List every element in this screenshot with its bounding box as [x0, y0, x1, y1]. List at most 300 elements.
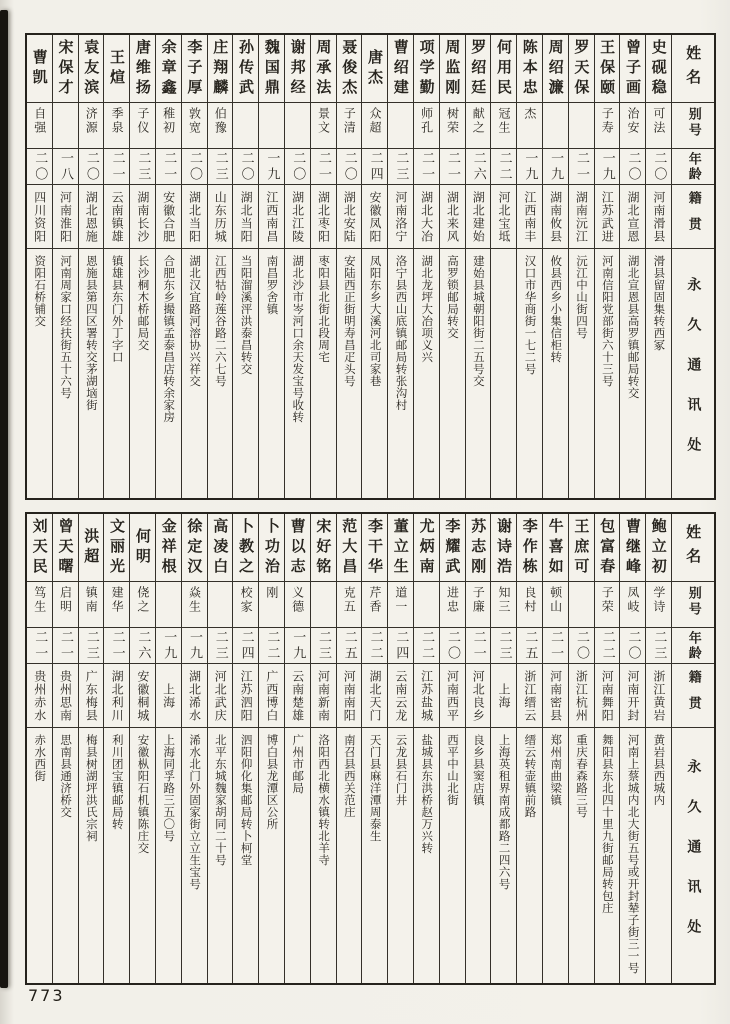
address-cell [517, 249, 542, 498]
person-column [569, 35, 595, 498]
native-place-cell-text: 江苏泗阳 [239, 669, 254, 722]
address-cell [491, 249, 516, 498]
age-cell [595, 149, 620, 185]
age-cell [130, 149, 155, 185]
native-place-cell [620, 664, 645, 728]
alias-cell [53, 103, 78, 149]
native-place-cell [182, 185, 207, 249]
name-cell-text: 卜功治 [262, 517, 281, 578]
alias-cell [79, 582, 104, 628]
name-cell-text: 苏志刚 [469, 517, 488, 578]
person-column [104, 514, 130, 983]
address-cell-text: 湖北龙坪大冶项义兴 [420, 255, 435, 363]
name-cell-text: 李耀武 [443, 517, 462, 578]
native-place-cell [53, 664, 78, 728]
address-cell-text: 汉口市华商街一七二号 [523, 255, 538, 375]
address-cell [440, 728, 465, 983]
person-column [466, 35, 492, 498]
address-cell [337, 728, 362, 983]
alias-cell-text: 子寿 [600, 107, 615, 135]
person-column [53, 35, 79, 498]
age-cell-text: 二一 [444, 150, 460, 183]
name-cell [569, 35, 594, 103]
alias-cell [79, 103, 104, 149]
alias-cell-text: 校家 [239, 586, 254, 614]
native-place-cell-text: 河南舞阳 [600, 669, 615, 722]
address-cell-text: 安徽枞阳石机镇陈庄交 [136, 734, 151, 854]
native-place-cell [104, 185, 129, 249]
age-cell [491, 149, 516, 185]
native-place-cell-text: 贵州赤水 [32, 669, 47, 722]
name-cell [646, 35, 671, 103]
native-place-cell-text: 云南楚雄 [290, 669, 305, 722]
name-cell-text: 曹绍建 [391, 38, 410, 99]
age-cell [491, 628, 516, 664]
address-cell [259, 249, 284, 498]
native-place-cell [388, 664, 413, 728]
name-cell-text: 谢邦经 [288, 38, 307, 99]
age-cell-text: 二三 [315, 629, 331, 662]
name-cell-text: 袁友滨 [82, 38, 101, 99]
address-cell-text: 资阳石桥铺交 [33, 255, 48, 327]
age-cell-text: 二〇 [290, 150, 306, 183]
person-column [182, 514, 208, 983]
native-place-cell [362, 185, 387, 249]
age-cell [543, 149, 568, 185]
header-native-place-text: 籍贯 [685, 669, 701, 722]
address-cell [130, 249, 155, 498]
native-place-cell-text: 江西南丰 [522, 190, 537, 243]
native-place-cell [620, 185, 645, 249]
name-cell [466, 514, 491, 582]
name-cell [104, 514, 129, 582]
name-cell [595, 514, 620, 582]
name-cell [130, 514, 155, 582]
address-cell [620, 249, 645, 498]
age-cell [130, 628, 155, 664]
address-cell-text: 黄岩县西城内 [652, 734, 667, 806]
name-cell [208, 35, 233, 103]
address-cell [104, 249, 129, 498]
name-cell-text: 谢诗浩 [494, 517, 513, 578]
name-cell-text: 卜教之 [237, 517, 256, 578]
age-cell-text: 二〇 [83, 150, 99, 183]
address-cell-text: 缙云转壶镇前路 [523, 734, 538, 818]
name-cell-text: 聂俊杰 [340, 38, 359, 99]
address-cell [79, 249, 104, 498]
address-cell-text: 梅县树湖坪洪氏宗祠 [84, 734, 99, 842]
age-cell-text: 二〇 [341, 150, 357, 183]
alias-cell [311, 103, 336, 149]
address-cell [233, 728, 258, 983]
header-address [672, 728, 714, 983]
native-place-cell-text: 湖南长沙 [135, 190, 150, 243]
alias-cell [466, 582, 491, 628]
address-cell-text: 北平东城魏家胡同二十号 [213, 734, 228, 866]
address-cell-text: 湖北汉宜路河溶协兴祥交 [188, 255, 203, 387]
age-cell [259, 628, 284, 664]
name-cell [543, 35, 568, 103]
name-cell [337, 35, 362, 103]
person-column [311, 514, 337, 983]
name-cell [388, 514, 413, 582]
native-place-cell-text: 江苏盐城 [419, 669, 434, 722]
name-cell-text: 曹继峰 [623, 517, 642, 578]
alias-cell-text: 可法 [651, 107, 666, 135]
age-cell [466, 149, 491, 185]
address-cell [311, 728, 336, 983]
alias-cell [362, 582, 387, 628]
address-cell [53, 728, 78, 983]
address-cell-text: 安陆西正街明寿昌疋头号 [342, 255, 357, 387]
person-column [337, 35, 363, 498]
name-cell [543, 514, 568, 582]
address-cell [182, 249, 207, 498]
age-cell [595, 628, 620, 664]
address-cell-text: 郑州南曲梁镇 [549, 734, 564, 806]
alias-cell-text: 启明 [58, 586, 73, 614]
name-cell-text: 尤炳南 [417, 517, 436, 578]
address-cell-text: 南召县西关范庄 [342, 734, 357, 818]
header-name [672, 514, 714, 582]
address-cell [388, 249, 413, 498]
address-cell [543, 728, 568, 983]
native-place-cell [414, 664, 439, 728]
native-place-cell [208, 664, 233, 728]
alias-cell [130, 103, 155, 149]
alias-cell [208, 582, 233, 628]
name-cell-text: 周承法 [314, 38, 333, 99]
native-place-cell [130, 664, 155, 728]
native-place-cell-text: 浙江杭州 [574, 669, 589, 722]
address-cell-text: 广州市邮局 [291, 734, 306, 794]
age-cell-text: 一九 [161, 629, 177, 662]
name-cell-text: 唐杰 [366, 48, 384, 89]
alias-cell [259, 103, 284, 149]
native-place-cell-text: 河南淮阳 [58, 190, 73, 243]
name-cell-text: 曹凯 [30, 48, 49, 89]
alias-cell-text: 敦宽 [187, 107, 202, 135]
age-cell [311, 628, 336, 664]
address-cell-text: 滑县留固集转西冢 [652, 255, 667, 351]
native-place-cell [362, 664, 387, 728]
native-place-cell-text: 江西南昌 [264, 190, 279, 243]
address-cell-text: 凤阳东乡大溪河北司家巷 [368, 255, 383, 387]
name-cell-text: 牛喜如 [546, 517, 565, 578]
person-column [104, 35, 130, 498]
age-cell [53, 149, 78, 185]
age-cell [362, 149, 387, 185]
address-cell [466, 728, 491, 983]
address-cell-text: 利川团宝镇邮局转 [110, 734, 125, 830]
native-place-cell [595, 185, 620, 249]
address-cell [156, 728, 181, 983]
age-cell [104, 628, 129, 664]
name-cell [233, 35, 258, 103]
age-cell-text: 二三 [135, 150, 151, 183]
native-place-cell [414, 185, 439, 249]
name-cell-text: 宋好铭 [314, 517, 333, 578]
address-cell-text: 上海英租界南成都路二四六号 [497, 734, 512, 890]
alias-cell [620, 582, 645, 628]
header-age [672, 628, 714, 664]
name-cell [620, 514, 645, 582]
native-place-cell [53, 185, 78, 249]
address-cell-text: 盐城县东洪桥赵万兴转 [420, 734, 435, 854]
age-cell [414, 149, 439, 185]
header-address-text: 永久通讯处 [685, 276, 702, 477]
address-cell [569, 249, 594, 498]
name-cell-text: 罗绍廷 [469, 38, 488, 99]
age-cell-text: 二六 [470, 150, 486, 183]
alias-cell-text: 学诗 [651, 586, 666, 614]
name-cell [440, 35, 465, 103]
age-cell [233, 149, 258, 185]
name-cell [259, 35, 284, 103]
age-cell-text: 二四 [238, 629, 254, 662]
age-cell [53, 628, 78, 664]
name-cell-text: 项学勤 [417, 38, 436, 99]
header-column [672, 35, 714, 498]
address-cell-text: 当阳溜溪泙洪泰昌转交 [239, 255, 254, 375]
native-place-cell [27, 185, 52, 249]
address-cell [156, 249, 181, 498]
alias-cell-text: 子仪 [135, 107, 150, 135]
name-cell-text: 余章鑫 [159, 38, 178, 99]
native-place-cell [156, 664, 181, 728]
native-place-cell-text: 上海 [161, 682, 176, 709]
person-column [414, 35, 440, 498]
native-place-cell-text: 贵州思南 [58, 669, 73, 722]
address-cell [337, 249, 362, 498]
alias-cell [104, 582, 129, 628]
name-cell-text: 金祥根 [159, 517, 178, 578]
header-name [672, 35, 714, 103]
age-cell [337, 628, 362, 664]
alias-cell [595, 582, 620, 628]
age-cell-text: 二三 [83, 629, 99, 662]
native-place-cell [543, 185, 568, 249]
native-place-cell-text: 安徽凤阳 [368, 190, 383, 243]
native-place-cell-text: 湖北枣阳 [316, 190, 331, 243]
alias-cell-text: 子荣 [600, 586, 615, 614]
person-column [233, 514, 259, 983]
native-place-cell-text: 浙江缙云 [522, 669, 537, 722]
alias-cell-text: 镇南 [84, 586, 99, 614]
name-cell-text: 洪超 [82, 527, 101, 568]
person-column [285, 35, 311, 498]
name-cell [466, 35, 491, 103]
name-cell [388, 35, 413, 103]
age-cell [440, 628, 465, 664]
age-cell [259, 149, 284, 185]
native-place-cell-text: 湖北来风 [445, 190, 460, 243]
page-number: 773 [28, 986, 65, 1005]
address-cell-text: 枣阳县北街北段周宅 [317, 255, 332, 363]
person-column [466, 514, 492, 983]
age-cell-text: 一九 [187, 629, 202, 662]
native-place-cell-text: 湖北大冶 [419, 190, 434, 243]
person-column [285, 514, 311, 983]
age-cell-text: 二一 [109, 150, 125, 183]
native-place-cell [517, 185, 542, 249]
native-place-cell-text: 河北良乡 [471, 669, 486, 722]
person-column [27, 514, 53, 983]
alias-cell-text: 杰 [522, 107, 537, 121]
name-cell-text: 王庶可 [572, 517, 591, 578]
person-column [517, 514, 543, 983]
native-place-cell [27, 664, 52, 728]
name-cell [182, 35, 207, 103]
age-cell-text: 二一 [32, 629, 48, 662]
native-place-cell-text: 四川资阳 [32, 190, 47, 243]
address-cell [79, 728, 104, 983]
age-cell-text: 二〇 [32, 150, 48, 183]
native-place-cell-text: 湖北利川 [110, 669, 125, 722]
age-cell-text: 二三 [393, 150, 409, 183]
alias-cell-text: 笃生 [32, 586, 47, 614]
name-cell-text: 王保颐 [598, 38, 617, 99]
name-cell-text: 王煊 [108, 48, 127, 89]
header-address [672, 249, 714, 498]
alias-cell [337, 582, 362, 628]
alias-cell-text: 道一 [393, 586, 408, 614]
name-cell-text: 李干华 [366, 517, 384, 578]
name-cell [130, 35, 155, 103]
alias-cell [414, 582, 439, 628]
native-place-cell [259, 185, 284, 249]
alias-cell-text: 季泉 [110, 107, 125, 135]
native-place-cell-text: 河南新南 [316, 669, 331, 722]
native-place-cell [79, 185, 104, 249]
native-place-cell [156, 185, 181, 249]
age-cell-text: 二三 [651, 629, 667, 662]
age-cell-text: 二五 [522, 629, 538, 662]
age-cell [569, 149, 594, 185]
address-cell [595, 249, 620, 498]
age-cell [337, 149, 362, 185]
age-cell [362, 628, 387, 664]
address-cell [259, 728, 284, 983]
address-cell [466, 249, 491, 498]
name-cell [182, 514, 207, 582]
name-cell [285, 35, 310, 103]
name-cell [620, 35, 645, 103]
address-cell [285, 249, 310, 498]
address-cell [208, 249, 233, 498]
alias-cell [388, 582, 413, 628]
address-cell [517, 728, 542, 983]
address-cell-text: 合肥东乡撮镇孟泰昌店转余家房 [162, 255, 177, 423]
name-cell-text: 罗天保 [572, 38, 591, 99]
header-alias [672, 582, 714, 628]
age-cell [620, 628, 645, 664]
native-place-cell-text: 湖北江陵 [290, 190, 305, 243]
native-place-cell-text: 湖南攸县 [548, 190, 563, 243]
alias-cell-text: 侥之 [135, 586, 150, 614]
alias-cell [646, 103, 671, 149]
person-column [388, 35, 414, 498]
header-alias [672, 103, 714, 149]
native-place-cell [104, 664, 129, 728]
name-cell-text: 庄翔麟 [211, 38, 230, 99]
native-place-cell-text: 上海 [497, 682, 512, 709]
native-place-cell [337, 664, 362, 728]
native-place-cell [311, 185, 336, 249]
name-cell-text: 曾子画 [623, 38, 642, 99]
name-cell [53, 35, 78, 103]
header-address-text: 永久通讯处 [685, 758, 702, 959]
age-cell-text: 二二 [599, 629, 615, 662]
person-column [595, 514, 621, 983]
header-age [672, 149, 714, 185]
native-place-cell-text: 河北武庆 [213, 669, 228, 722]
alias-cell [517, 103, 542, 149]
name-cell [491, 514, 516, 582]
address-cell [646, 249, 671, 498]
native-place-cell-text: 湖北建始 [471, 190, 486, 243]
person-column [440, 35, 466, 498]
native-place-cell [543, 664, 568, 728]
name-cell [27, 514, 52, 582]
age-cell [156, 628, 181, 664]
header-age-text: 年龄 [685, 630, 701, 661]
name-cell [104, 35, 129, 103]
alias-cell-text: 焱生 [187, 586, 202, 614]
alias-cell-text: 克五 [342, 586, 357, 614]
alias-cell [156, 582, 181, 628]
address-cell-text: 高罗锁邮局转交 [446, 255, 461, 339]
name-cell [414, 514, 439, 582]
native-place-cell [646, 185, 671, 249]
alias-cell-text: 子廉 [471, 586, 486, 614]
age-cell-text: 二〇 [573, 629, 589, 662]
native-place-cell-text: 河南开封 [626, 669, 641, 722]
address-cell [414, 728, 439, 983]
name-cell [362, 35, 387, 103]
address-cell [53, 249, 78, 498]
age-cell-text: 二五 [341, 629, 357, 662]
age-cell [414, 628, 439, 664]
native-place-cell-text: 河南密县 [548, 669, 563, 722]
name-cell-text: 范大昌 [340, 517, 359, 578]
native-place-cell-text: 湖北天门 [368, 669, 383, 722]
address-cell [646, 728, 671, 983]
person-column [569, 514, 595, 983]
age-cell [620, 149, 645, 185]
native-place-cell-text: 安徽桐城 [135, 669, 150, 722]
alias-cell-text: 树荣 [445, 107, 460, 135]
age-cell-text: 二二 [496, 150, 512, 183]
person-column [646, 35, 672, 498]
age-cell [182, 628, 207, 664]
native-place-cell-text: 湖南沅江 [574, 190, 589, 243]
name-cell-text: 李作栋 [520, 517, 539, 578]
person-column [337, 514, 363, 983]
address-cell [595, 728, 620, 983]
native-place-cell [569, 664, 594, 728]
native-place-cell [466, 185, 491, 249]
native-place-cell-text: 湖北恩施 [84, 190, 99, 243]
directory-table-bottom [25, 512, 716, 985]
alias-cell-text: 献之 [471, 107, 486, 135]
alias-cell-text: 济源 [84, 107, 99, 135]
name-cell-text: 唐维扬 [133, 38, 152, 99]
header-name-text: 姓名 [684, 523, 703, 572]
person-column [156, 514, 182, 983]
address-cell [233, 249, 258, 498]
name-cell-text: 包富春 [598, 517, 617, 578]
